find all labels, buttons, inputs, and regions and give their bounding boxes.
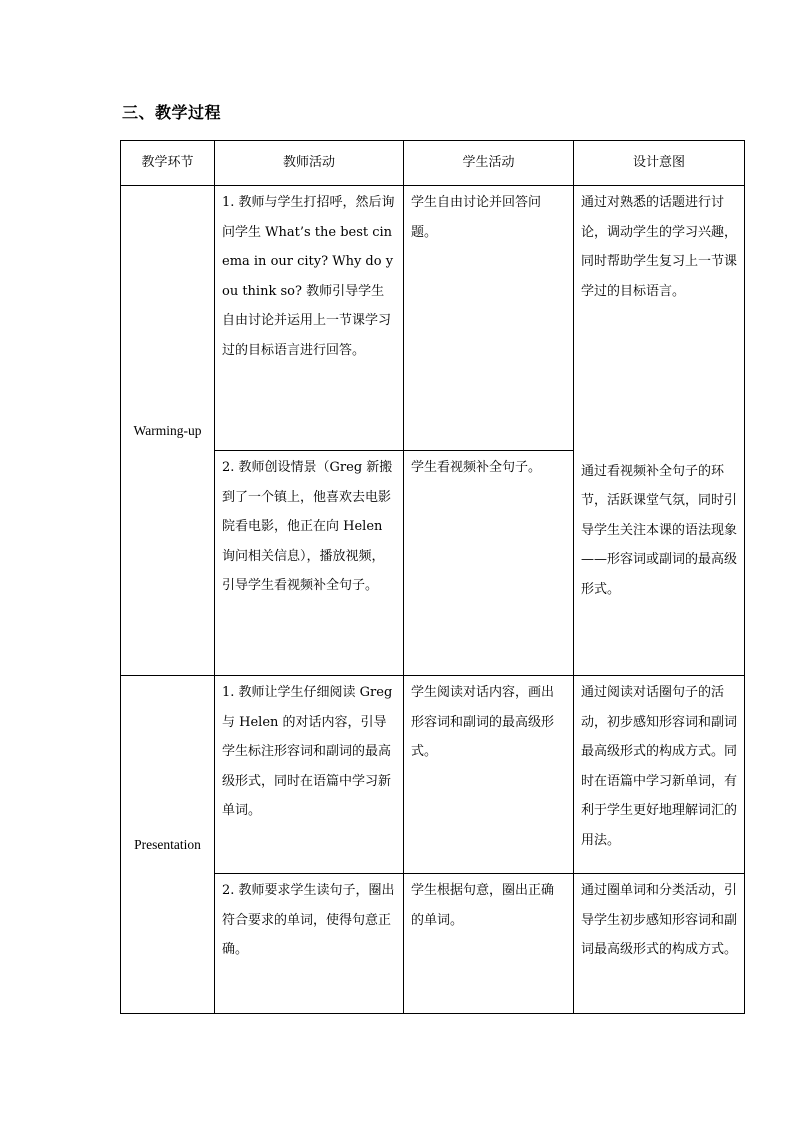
header-design-intent: 设计意图	[574, 141, 745, 186]
design-intent-cell	[574, 676, 745, 874]
design-intent-text: 通过阅读对话圈句子的活动，初步感知形容词和副词最高级形式的构成方式。同时在语篇中学习新单词，有利于学生更好地理解词汇的用法。	[581, 685, 738, 848]
design-intent-cell	[574, 451, 745, 676]
student-activity-text: 学生根据句意，圈出正确的单词。	[411, 883, 555, 928]
table-row	[121, 186, 745, 451]
teacher-activity-text: 2. 教师创设情景（Greg 新搬到了一个镇上，他喜欢去电影院看电影，他正在向 Helen 询问相关信息），播放视频，引导学生看视频补全句子。	[222, 460, 393, 593]
teacher-activity-cell	[215, 451, 404, 676]
table-row	[121, 451, 745, 676]
teacher-activity-cell	[215, 676, 404, 874]
teacher-activity-text: 1. 教师让学生仔细阅读 Greg 与 Helen 的对话内容，引导学生标注形容词和副词的最高级形式，同时在语篇中学习新单词。	[222, 685, 393, 818]
teacher-activity-cell	[215, 874, 404, 1014]
student-activity-text: 学生阅读对话内容，画出形容词和副词的最高级形式。	[411, 685, 555, 759]
design-intent-text: 通过看视频补全句子的环节，活跃课堂气氛，同时引导学生关注本课的语法现象——形容词或副词的最高级形式。	[581, 463, 738, 597]
design-intent-text: 通过圈单词和分类活动，引导学生初步感知形容词和副词最高级形式的构成方式。	[581, 883, 738, 957]
student-activity-text: 学生看视频补全句子。	[411, 460, 542, 475]
design-intent-text: 通过对熟悉的话题进行讨论，调动学生的学习兴趣，同时帮助学生复习上一节课学过的目标语言。	[581, 195, 738, 299]
teacher-activity-cell	[215, 186, 404, 451]
teacher-activity-text: 1. 教师与学生打招呼，然后询问学生 What’s the best cinema in our city? Why do you think so? 教师引导学生自由讨论并运用上一节课学习过的目标语言进行回答。	[222, 195, 395, 358]
teacher-activity-text: 2. 教师要求学生读句子，圈出符合要求的单词，使得句意正确。	[222, 883, 395, 957]
table-row	[121, 874, 745, 1014]
phase-cell-warming-up: Warming-up	[121, 186, 215, 676]
student-activity-cell	[404, 451, 574, 676]
student-activity-cell	[404, 874, 574, 1014]
student-activity-text: 学生自由讨论并回答问题。	[411, 195, 542, 240]
student-activity-cell	[404, 186, 574, 451]
table-row	[121, 676, 745, 874]
student-activity-cell	[404, 676, 574, 874]
table-header-row	[121, 141, 745, 186]
teaching-process-table	[120, 140, 745, 1014]
design-intent-cell	[574, 186, 745, 451]
header-teacher-activity: 教师活动	[215, 141, 404, 186]
header-student-activity: 学生活动	[404, 141, 574, 186]
section-heading: 三、教学过程	[122, 103, 222, 122]
header-phase: 教学环节	[121, 141, 215, 186]
phase-cell-presentation: Presentation	[121, 676, 215, 1014]
design-intent-cell	[574, 874, 745, 1014]
